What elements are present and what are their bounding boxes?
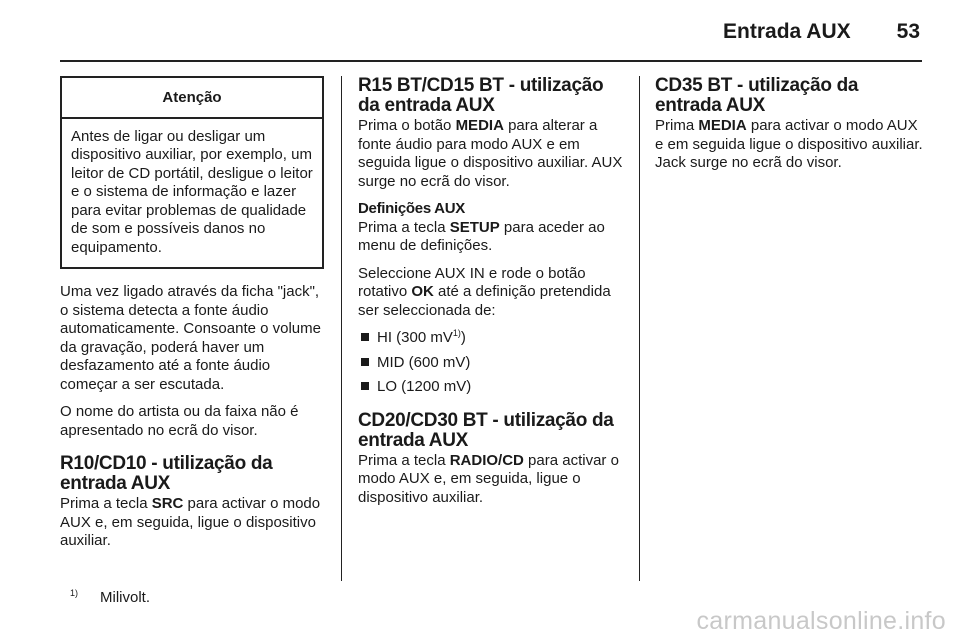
aux-detection-paragraph: Uma vez ligado através da ficha "jack", o sistema detecta a fonte áudio automaticamente. Consoante o volume da gravação, poderá haver um desfazamento até a fonte áudio começar a ser escutada. — [60, 283, 321, 393]
column-1 — [60, 76, 324, 560]
cd20-text-pre: Prima a tecla — [358, 451, 450, 469]
watermark-text: carmanualsonline.info — [696, 607, 946, 635]
artist-info-paragraph: O nome do artista ou da faixa não é apresentado no ecrã do visor. — [60, 403, 299, 439]
r15-instructions — [358, 117, 626, 191]
option-label: MID (600 mV) — [377, 353, 471, 371]
footnote-marker: 1) — [70, 588, 79, 598]
page-number: 53 — [896, 20, 920, 43]
settings-text-pre: Prima a tecla — [358, 218, 450, 236]
select-text-pre: Seleccione AUX IN e rode o botão rotativo — [358, 264, 586, 300]
ok-key-label: OK — [411, 283, 434, 300]
column-3 — [655, 76, 923, 182]
settings-text-post: para aceder ao menu de definições. — [358, 218, 605, 254]
list-item — [358, 329, 626, 348]
section-heading-r15: R15 BT/CD15 BT - utilização da entrada AUX — [358, 75, 604, 116]
media-key-label: MEDIA — [455, 117, 504, 134]
option-label-tail: ) — [460, 329, 466, 346]
bullet-icon — [361, 382, 369, 390]
bullet-icon — [361, 358, 369, 366]
attention-notice-box — [60, 76, 324, 269]
settings-instructions — [358, 219, 626, 256]
option-label: LO (1200 mV) — [377, 378, 472, 395]
option-label: HI (300 mV — [377, 329, 453, 346]
cd35-text-post: para activar o modo AUX e em seguida ligue o dispositivo auxiliar. Jack surge no ecrã do visor. — [655, 117, 923, 171]
footnote-text: Milivolt. — [100, 589, 151, 606]
section-heading-cd20: CD20/CD30 BT - utilização da entrada AUX — [358, 409, 614, 451]
r10-text-pre: Prima a tecla — [60, 495, 152, 512]
r15-text-pre: Prima o botão — [358, 117, 456, 134]
radio-cd-key-label: RADIO/CD — [449, 451, 524, 469]
list-item — [358, 378, 626, 397]
column-divider-1 — [341, 76, 342, 581]
footnote — [70, 589, 150, 606]
aux-level-options — [358, 329, 626, 397]
src-key-label: SRC — [151, 495, 184, 512]
cd20-text-post: para activar o modo AUX e, em seguida, ligue o dispositivo auxiliar. — [358, 451, 619, 506]
section-heading-r10: R10/CD10 - utilização da entrada AUX — [60, 453, 273, 494]
cd35-instructions — [655, 117, 923, 173]
setup-key-label: SETUP — [449, 218, 500, 236]
r10-instructions — [60, 495, 324, 551]
column-2 — [358, 76, 626, 516]
list-item — [358, 354, 626, 373]
cd35-text-pre: Prima — [655, 117, 699, 134]
column-divider-2 — [639, 76, 640, 581]
notice-body: Antes de ligar ou desligar um dispositivo auxiliar, por exemplo, um leitor de CD portátil, desligue o leitor e o sistema de informação e lazer para evitar problemas de qualidade de som e possíveis danos no equipamento. — [71, 127, 313, 256]
bullet-icon — [361, 333, 369, 341]
page-title: Entrada AUX — [723, 20, 851, 43]
notice-title: Atenção — [62, 78, 322, 119]
section-heading-cd35: CD35 BT - utilização da entrada AUX — [655, 75, 859, 116]
r15-text-post: para alterar a fonte áudio para modo AUX e em seguida ligue o dispositivo auxiliar. AUX surge no ecrã do visor. — [358, 117, 623, 190]
cd20-instructions — [358, 452, 626, 508]
select-instructions — [358, 265, 626, 321]
page-header — [640, 20, 920, 44]
media-key-label: MEDIA — [698, 117, 747, 134]
header-divider — [60, 60, 922, 62]
select-text-post: até a definição pretendida ser seleccionada de: — [358, 283, 611, 319]
footnote-ref: 1) — [452, 328, 461, 338]
section-heading-aux-settings: Definições AUX — [358, 200, 465, 217]
r10-text-post: para activar o modo AUX e, em seguida, ligue o dispositivo auxiliar. — [60, 495, 321, 549]
